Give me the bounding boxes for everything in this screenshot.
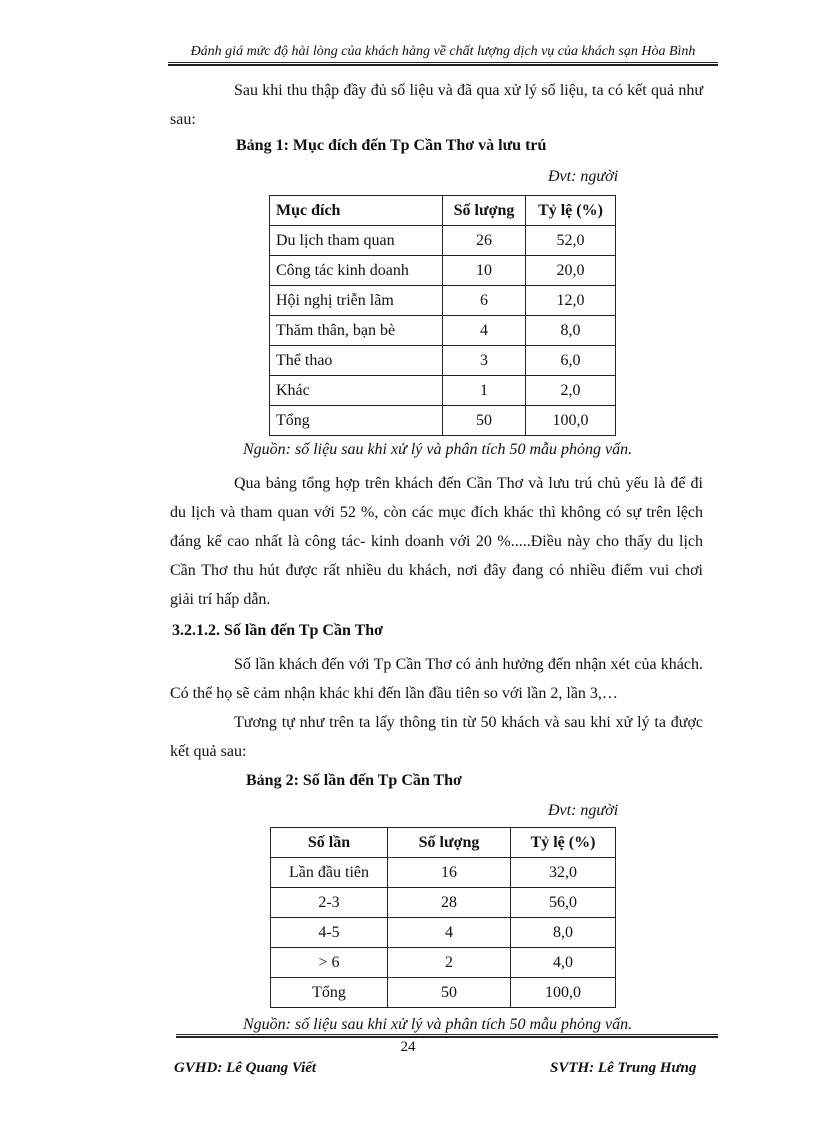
table-cell: 2,0 [526, 376, 616, 406]
table-row-total [271, 978, 616, 1008]
table-row [271, 948, 616, 978]
table-cell: > 6 [271, 948, 388, 978]
table-cell: 26 [443, 226, 526, 256]
table-row [270, 316, 616, 346]
table-cell: 52,0 [526, 226, 616, 256]
table2-unit: Đvt: người [548, 802, 619, 819]
column-header: Số lượng [388, 828, 511, 858]
table-cell: 50 [388, 978, 511, 1008]
table-cell: 28 [388, 888, 511, 918]
table1-source: Nguồn: số liệu sau khi xử lý và phân tích 50 mẫu phỏng vấn. [243, 441, 633, 458]
footer-student: SVTH: Lê Trung Hưng [550, 1060, 697, 1076]
table-row [270, 376, 616, 406]
table-row [271, 888, 616, 918]
table-cell: 4 [443, 316, 526, 346]
table-row [270, 286, 616, 316]
column-header: Số lần [271, 828, 388, 858]
analysis-text: Qua bảng tổng hợp trên khách đến Cần Thơ và lưu trú chủ yếu là để đi du lịch và tham quan với 52 %, còn các mục đích khác thì không có sự trên lệch đáng kể cao nhất là công tác- kinh doanh với 20 %.....Điều này cho thấy du lịch Cần Thơ thu hút được rất nhiều du khách, nơi đây đang có nhiều điểm vui chơi giải trí hấp dẫn. [170, 475, 703, 608]
table-cell: Lần đầu tiên [271, 858, 388, 888]
similar-text: Tương tự như trên ta lấy thông tin từ 50 khách và sau khi xử lý ta được kết quả sau: [170, 714, 703, 760]
table-header-row [271, 828, 616, 858]
table-cell: 4,0 [511, 948, 616, 978]
table-cell: Du lịch tham quan [270, 226, 443, 256]
intro-paragraph [170, 76, 703, 134]
table-row [270, 346, 616, 376]
header-rule [168, 62, 718, 66]
intro-text: Sau khi thu thập đầy đủ số liệu và đã qua xử lý số liệu, ta có kết quả như sau: [170, 82, 703, 128]
table1-unit: Đvt: người [548, 168, 619, 185]
visits-text: Số lần khách đến với Tp Cần Thơ có ảnh hưởng đến nhận xét của khách. Có thể họ sẽ cảm nhận khác khi đến lần đầu tiên so với lần 2, lần 3,… [170, 656, 703, 702]
table2-caption: Bảng 2: Số lần đến Tp Cần Thơ [246, 772, 462, 789]
table-cell: 8,0 [511, 918, 616, 948]
table-cell: 4 [388, 918, 511, 948]
table-row-total [270, 406, 616, 436]
table1 [269, 195, 616, 436]
table2 [270, 827, 616, 1008]
table2-source: Nguồn: số liệu sau khi xử lý và phân tích 50 mẫu phỏng vấn. [243, 1016, 633, 1033]
table-cell: 50 [443, 406, 526, 436]
table-cell: 1 [443, 376, 526, 406]
page-number: 24 [400, 1039, 416, 1055]
table-cell: 10 [443, 256, 526, 286]
table-cell: 12,0 [526, 286, 616, 316]
column-header: Tỷ lệ (%) [526, 196, 616, 226]
table-cell: 6 [443, 286, 526, 316]
table-cell: 2 [388, 948, 511, 978]
table-cell: Thăm thân, bạn bè [270, 316, 443, 346]
similar-paragraph [170, 708, 703, 766]
table-cell: Công tác kinh doanh [270, 256, 443, 286]
table-cell: Tổng [271, 978, 388, 1008]
table-cell: 100,0 [511, 978, 616, 1008]
analysis-paragraph [170, 469, 703, 614]
table-cell: Khác [270, 376, 443, 406]
table-cell: 32,0 [511, 858, 616, 888]
table-cell: 100,0 [526, 406, 616, 436]
table-cell: 3 [443, 346, 526, 376]
visits-paragraph [170, 650, 703, 708]
column-header: Số lượng [443, 196, 526, 226]
table-row [271, 858, 616, 888]
table-cell: 4-5 [271, 918, 388, 948]
footer-advisor: GVHD: Lê Quang Viết [174, 1060, 317, 1076]
table-header-row [270, 196, 616, 226]
table-cell: 56,0 [511, 888, 616, 918]
table-cell: 6,0 [526, 346, 616, 376]
table-row [270, 226, 616, 256]
table-cell: 20,0 [526, 256, 616, 286]
page-header-title: Đánh giá mức độ hài lòng của khách hàng về chất lượng dịch vụ của khách sạn Hòa Bình [190, 44, 696, 59]
table1-caption: Bảng 1: Mục đích đến Tp Cần Thơ và lưu trú [236, 137, 547, 154]
table-cell: 2-3 [271, 888, 388, 918]
table-row [271, 918, 616, 948]
section-heading: 3.2.1.2. Số lần đến Tp Cần Thơ [172, 622, 384, 639]
table-cell: 16 [388, 858, 511, 888]
table-cell: 8,0 [526, 316, 616, 346]
table-cell: Tổng [270, 406, 443, 436]
column-header: Tỷ lệ (%) [511, 828, 616, 858]
table-cell: Thể thao [270, 346, 443, 376]
footer-rule [176, 1034, 718, 1038]
column-header: Mục đích [270, 196, 443, 226]
table-row [270, 256, 616, 286]
table-cell: Hội nghị triễn lãm [270, 286, 443, 316]
